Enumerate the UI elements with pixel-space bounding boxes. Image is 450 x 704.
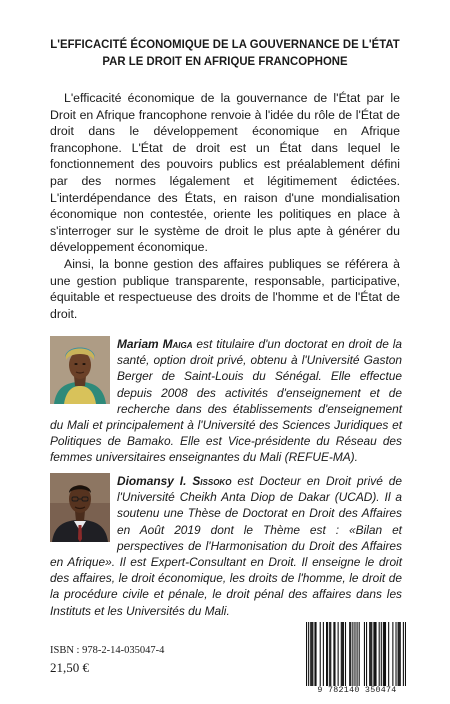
barcode-bar	[370, 622, 371, 686]
book-title	[44, 36, 407, 70]
barcode-bar	[371, 622, 372, 686]
summary-paragraph-2: Ainsi, la bonne gestion des affaires publiques se référera à une gestion publique transparente, responsable, participative, équitable et respectueuse des droits de l'homme et de l'État de droit.	[50, 256, 400, 321]
author-photo-2	[50, 473, 110, 542]
barcode-bar	[359, 622, 360, 686]
author-bio-1	[50, 336, 402, 466]
barcode-bar	[311, 622, 312, 686]
barcode-bar	[379, 622, 380, 686]
book-summary	[50, 90, 400, 322]
author-1-surname: Maiga	[162, 337, 193, 351]
barcode-bar	[334, 622, 335, 686]
book-title-line-2: PAR LE DROIT EN AFRIQUE FRANCOPHONE	[102, 54, 348, 68]
barcode-bar	[381, 622, 382, 686]
price-label: 21,50 €	[50, 660, 89, 675]
barcode-bar	[333, 622, 334, 686]
barcode-bar	[374, 622, 375, 686]
barcode-bar	[314, 622, 315, 686]
barcode-bar	[357, 622, 358, 686]
barcode-bar	[383, 622, 384, 686]
book-title-line-1: L'EFFICACITÉ ÉCONOMIQUE DE LA GOUVERNANCE DE L'ÉTAT	[50, 37, 400, 51]
barcode-bar	[320, 622, 321, 686]
barcode-bar	[315, 622, 316, 686]
author-1-first-name: Mariam	[117, 337, 159, 351]
author-2-bio-text: est Docteur en Droit privé de l'Université Cheikh Anta Diop de Dakar (UCAD). Il a soutenu une Thèse de Doctorat en Droit des Affaires en Août 2019 dont le Thème est : «Bilan et perspectives de l'Harmonisation du Droit des Affaires en Afrique». Il est Expert-Consultant en Droit. Il enseigne le droit des affaires, le droit économique, les droits de l'homme, le droit de la procédure civile et pénale, le droit pénal des affaires dans les Instituts et les Universités du Mali.	[50, 474, 402, 618]
barcode-bar	[341, 622, 342, 686]
barcode-bar	[403, 622, 404, 686]
barcode-bar	[338, 622, 339, 686]
author-photo-1	[50, 336, 110, 404]
barcode-bar	[384, 622, 385, 686]
isbn-label: ISBN : 978-2-14-035047-4	[50, 645, 165, 656]
barcode-bar	[364, 622, 365, 686]
man-portrait-image	[50, 473, 110, 542]
barcode-bar	[310, 622, 311, 686]
author-2-first-name: Diomansy I.	[117, 474, 187, 488]
summary-paragraph-1: L'efficacité économique de la gouvernance de l'État par le Droit en Afrique francophone renvoie à l'idée du rôle de l'État de droit dans le développement économique en Afrique francophone. L'État de droit est un État dans lequel le fonctionnement des pouvoirs publics est préalablement défini par des normes légalement et légitimement édictées. L'interdépendance des États, en raison d'une mondialisation économique non contestée, oriente les politiques en place à s'interroger sur le système de droit le plus apte à générer du développement économique.	[50, 91, 400, 255]
woman-portrait-image	[50, 336, 110, 404]
barcode-bar	[373, 622, 374, 686]
barcode-bar	[330, 622, 331, 686]
barcode-image	[306, 622, 406, 686]
barcode-bar	[329, 622, 330, 686]
barcode-bar	[400, 622, 401, 686]
barcode-bar	[398, 622, 399, 686]
barcode-bar	[308, 622, 309, 686]
author-1-bio-text: est titulaire d'un doctorat en droit de la santé, option droit privé, obtenu à l'Université Gaston Berger de Saint-Louis du Sénégal. Elle effectue depuis 2008 des activités d'enseignement et de recherche dans des établissements d'enseignement du Mali et principalement à l'Université des Sciences Juridiques et Politiques de Bamako. Elle est Vice-présidente du Réseau des femmes universitaires enseignantes du Mali (REFUE-MA).	[50, 337, 402, 465]
barcode-bar	[312, 622, 313, 686]
barcode-bar	[306, 622, 307, 686]
barcode-bar	[385, 622, 386, 686]
barcode-bar	[388, 622, 389, 686]
barcode-bar	[342, 622, 343, 686]
barcode-bar	[352, 622, 353, 686]
author-2-surname: Sissoko	[192, 474, 232, 488]
barcode-bar	[395, 622, 396, 686]
barcode-bar	[343, 622, 344, 686]
barcode-bar	[369, 622, 370, 686]
barcode-bar	[345, 622, 346, 686]
barcode-bar	[349, 622, 350, 686]
author-bio-2	[50, 473, 402, 619]
barcode-bar	[350, 622, 351, 686]
barcode-bar	[405, 622, 406, 686]
barcode-bar	[354, 622, 355, 686]
barcode-bar	[323, 622, 324, 686]
barcode-bar	[366, 622, 367, 686]
barcode-digits: 9 782140 350474	[317, 686, 397, 695]
barcode-bar	[375, 622, 376, 686]
barcode-bar	[327, 622, 328, 686]
barcode-bar	[392, 622, 393, 686]
barcode-bar	[399, 622, 400, 686]
barcode-bar	[326, 622, 327, 686]
